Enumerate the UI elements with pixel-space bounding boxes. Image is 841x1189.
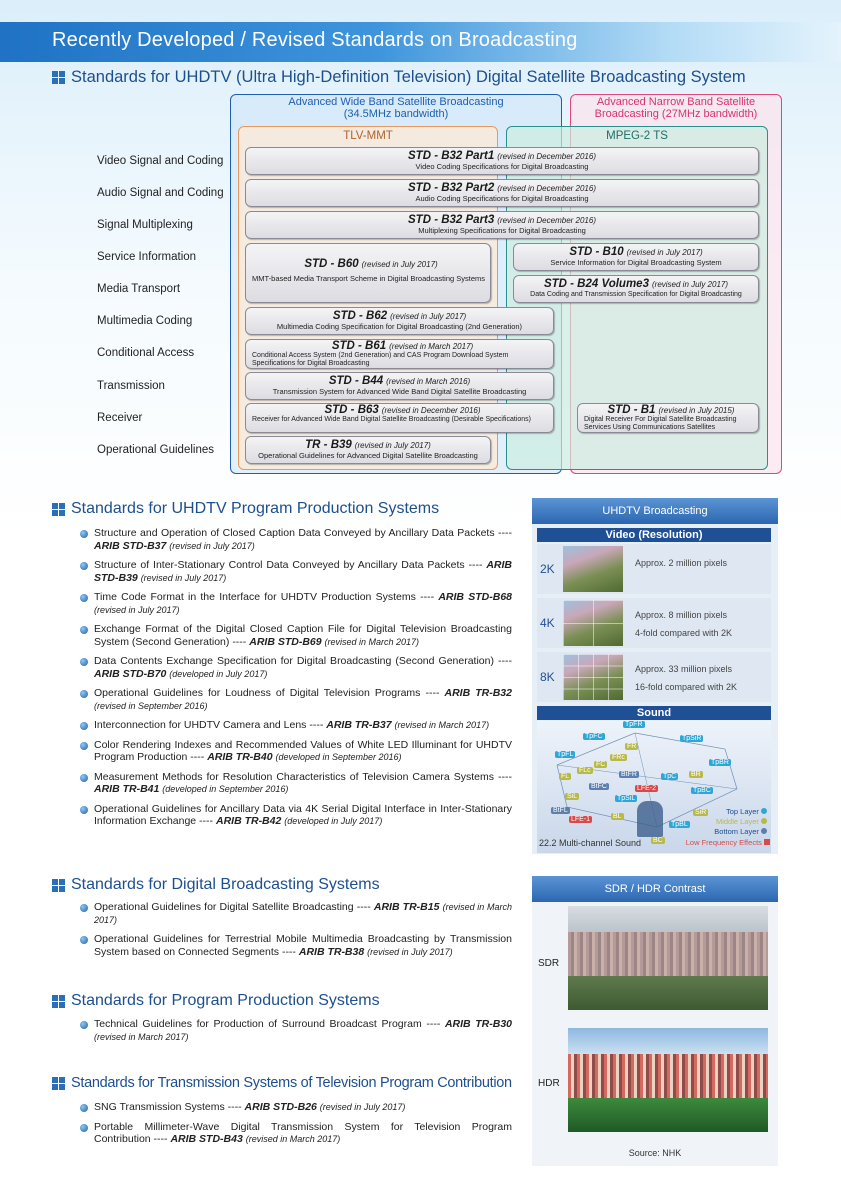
list-item: Operational Guidelines for Loudness of Digital Television Programs ---- ARIB TR-B32 (revised in September 2016)	[80, 687, 512, 712]
speaker-label: FR	[627, 743, 637, 750]
standard-revision: (revised in December 2016)	[497, 152, 596, 161]
standard-revision: (revised in July 2017)	[626, 248, 703, 257]
narrow-band-title: Advanced Narrow Band Satellite Broadcasting (27MHz bandwidth)	[594, 96, 758, 120]
contribution-section-title-text: Standards for Transmission Systems of Television Program Contribution	[71, 1075, 512, 1091]
list-item: Measurement Methods for Resolution Characteristics of Television Camera Systems ---- ARIB TR-B41 (developed in September 2016)	[80, 771, 512, 796]
production-section-title	[52, 500, 439, 518]
standard-id: STD - B10	[569, 246, 624, 258]
speaker-label: TpBR	[711, 759, 729, 766]
cherry-blossom-image	[563, 546, 623, 592]
standard-id: STD - B63	[324, 404, 379, 416]
speaker-label: TpFL	[557, 751, 574, 758]
resolution-label: 4K	[540, 616, 555, 630]
list-item: Technical Guidelines for Production of Surround Broadcast Program ---- ARIB TR-B30 (revised in March 2017)	[80, 1018, 512, 1043]
panel-title: SDR / HDR Contrast	[532, 876, 778, 902]
tlv-mmt-title: TLV-MMT	[343, 130, 393, 142]
standard-box	[245, 372, 554, 400]
pixel-comparison: 16-fold compared with 2K	[635, 682, 738, 692]
pixel-count: Approx. 8 million pixels	[635, 610, 728, 620]
speaker-label: SiR	[695, 809, 707, 816]
sound-caption: 22.2 Multi-channel Sound	[539, 838, 642, 848]
program-section-title-text: Standards for Program Production Systems	[71, 992, 380, 1009]
speaker-label: TpBC	[693, 787, 711, 794]
row-label: Media Transport	[97, 283, 181, 295]
hdr-stadium-image	[568, 1028, 768, 1132]
row-label: Service Information	[97, 251, 197, 263]
standard-revision: (revised in December 2016)	[381, 406, 481, 415]
row-label: Transmission	[97, 380, 165, 392]
standard-id: STD - B61	[331, 340, 387, 352]
section-bullet-icon	[52, 995, 65, 1008]
standard-description: Multiplexing Specifications for Digital Broadcasting	[418, 226, 586, 235]
standard-revision: (revised in March 2016)	[386, 377, 471, 386]
row-label: Receiver	[97, 412, 143, 424]
speaker-label: LFE-2	[637, 785, 657, 792]
standard-description: MMT-based Media Transport Scheme in Digital Broadcasting Systems	[252, 274, 486, 283]
speaker-label: FRc	[612, 754, 625, 761]
speaker-label: SiL	[567, 793, 578, 800]
contribution-list	[80, 1101, 512, 1146]
standard-description: Service Information for Digital Broadcasting System	[550, 258, 722, 267]
standard-revision: (revised in December 2016)	[497, 184, 596, 193]
list-item: Exchange Format of the Digital Closed Caption File for Digital Television Broadcasting System (Second Generation) ---- ARIB STD-B69 (revised in March 2017)	[80, 623, 512, 648]
section-bullet-icon	[52, 71, 65, 84]
standard-box	[245, 211, 759, 239]
standard-id: STD - B44	[328, 375, 384, 387]
list-item: Portable Millimeter-Wave Digital Transmission System for Television Program Contribution ---- ARIB STD-B43 (revised in March 2017)	[80, 1121, 512, 1146]
standard-revision: (revised in July 2017)	[361, 260, 438, 269]
contribution-section-title	[52, 1075, 512, 1091]
speaker-label: FL	[561, 773, 570, 780]
standard-revision: (revised in March 2017)	[389, 342, 474, 351]
standard-description: Audio Coding Specifications for Digital Broadcasting	[415, 194, 589, 203]
speaker-label: BC	[653, 837, 663, 844]
layer-legend	[714, 807, 767, 837]
list-item: Structure and Operation of Closed Caption Data Conveyed by Ancillary Data Packets ---- ARIB STD-B37 (revised in July 2017)	[80, 527, 512, 552]
row-label: Operational Guidelines	[97, 444, 214, 456]
digital-section-title-text: Standards for Digital Broadcasting Systems	[71, 876, 380, 893]
standard-box	[245, 339, 554, 369]
list-item: Interconnection for UHDTV Camera and Lens ---- ARIB TR-B37 (revised in March 2017)	[80, 719, 512, 732]
speaker-label: TpFC	[585, 733, 603, 740]
banner-title: Recently Developed / Revised Standards on Broadcasting	[52, 29, 578, 51]
standard-revision: (revised in July 2017)	[651, 280, 729, 289]
section-bullet-icon	[52, 879, 65, 892]
standard-revision: (revised in July 2017)	[354, 441, 431, 450]
standard-description: Conditional Access System (2nd Generation) and CAS Program Download System Specifications for Digital Broadcasting	[252, 352, 509, 367]
wide-band-title: Advanced Wide Band Satellite Broadcasting (34.5MHz bandwidth)	[288, 96, 504, 120]
standard-description: Receiver for Advanced Wide Band Digital Satellite Broadcasting (Desirable Specifications)	[252, 416, 531, 423]
pixel-count: Approx. 33 million pixels	[635, 664, 733, 674]
uhdtv-section-title-text: Standards for UHDTV (Ultra High-Definition Television) Digital Satellite Broadcasting System	[71, 68, 746, 86]
standard-id: STD - B32 Part1	[408, 150, 495, 162]
list-item: Operational Guidelines for Terrestrial Mobile Multimedia Broadcasting by Transmission System based on Connected Segments ---- ARIB TR-B38 (revised in July 2017)	[80, 933, 512, 958]
speaker-label: BtFL	[553, 807, 568, 814]
image-source: Source: NHK	[628, 1148, 682, 1158]
speaker-label: BR	[691, 771, 701, 778]
row-label: Audio Signal and Coding	[97, 187, 224, 199]
speaker-label: TpFR	[625, 721, 643, 728]
sdr-stadium-image	[568, 906, 768, 1010]
speaker-label: TpSiR	[682, 735, 702, 742]
row-label: Video Signal and Coding	[97, 155, 224, 167]
sdr-label: SDR	[538, 958, 560, 969]
speaker-label: FC	[596, 761, 606, 768]
standard-id: TR - B39	[305, 439, 352, 451]
speaker-label: TpC	[663, 773, 677, 780]
section-bullet-icon	[52, 503, 65, 516]
speaker-label: BtFR	[621, 771, 637, 778]
panel-title: UHDTV Broadcasting	[532, 498, 778, 524]
resolution-row-8k	[537, 652, 771, 702]
standard-box	[245, 147, 759, 175]
list-item: Time Code Format in the Interface for UHDTV Production Systems ---- ARIB STD-B68 (revised in July 2017)	[80, 591, 512, 616]
legend-middle: Middle Layer	[714, 817, 767, 827]
resolution-row-2k	[537, 544, 771, 594]
speaker-label: TpSiL	[617, 795, 636, 802]
standard-id: STD - B24 Volume3	[543, 278, 649, 290]
standard-box	[245, 403, 554, 433]
banner	[0, 22, 841, 62]
list-item: SNG Transmission Systems ---- ARIB STD-B26 (revised in July 2017)	[80, 1101, 512, 1114]
row-label: Conditional Access	[97, 347, 195, 359]
cherry-blossom-image	[563, 600, 623, 646]
standard-revision: (revised in July 2017)	[390, 312, 467, 321]
uhdtv-broadcasting-panel	[532, 498, 778, 854]
speaker-label: BL	[613, 813, 622, 820]
speaker-label: TpBL	[671, 821, 688, 828]
production-section-title-text: Standards for UHDTV Program Production Systems	[71, 500, 440, 517]
standard-id: STD - B62	[332, 310, 388, 322]
mpeg2-ts-title: MPEG-2 TS	[606, 130, 668, 142]
standard-id: STD - B32 Part3	[408, 214, 495, 226]
standard-description: Multimedia Coding Specification for Digital Broadcasting (2nd Generation)	[276, 322, 523, 331]
legend-bottom: Bottom Layer	[714, 827, 767, 837]
standard-id: STD - B1	[607, 404, 656, 416]
standard-box	[245, 436, 491, 464]
program-list	[80, 1018, 512, 1043]
pixel-comparison: 4-fold compared with 2K	[635, 628, 733, 638]
sound-heading: Sound	[537, 706, 771, 720]
standard-revision: (revised in July 2015)	[658, 406, 735, 415]
resolution-label: 2K	[540, 562, 555, 576]
program-section-title	[52, 992, 380, 1010]
row-label: Signal Multiplexing	[97, 219, 193, 231]
listener-figure	[637, 801, 663, 837]
legend-top: Top Layer	[714, 807, 767, 817]
list-item: Data Contents Exchange Specification for Digital Broadcasting (Second Generation) ---- ARIB STD-B70 (developed in July 2017)	[80, 655, 512, 680]
sdr-hdr-panel	[532, 876, 778, 1166]
hdr-label: HDR	[538, 1078, 560, 1089]
list-item: Operational Guidelines for Digital Satellite Broadcasting ---- ARIB TR-B15 (revised in March 2017)	[80, 901, 512, 926]
speaker-label: LFE-1	[571, 816, 591, 823]
list-item: Operational Guidelines for Ancillary Data via 4K Serial Digital Interface in Inter-Stationary Information Exchange ---- ARIB TR-B42 (developed in July 2017)	[80, 803, 512, 828]
standard-revision: (revised in December 2016)	[497, 216, 596, 225]
pixel-count: Approx. 2 million pixels	[635, 558, 728, 568]
speaker-label: BtFC	[591, 783, 607, 790]
standard-description: Transmission System for Advanced Wide Band Digital Satellite Broadcasting	[272, 387, 527, 396]
standard-box	[513, 243, 759, 271]
standard-box	[245, 243, 491, 303]
standard-description: Operational Guidelines for Advanced Digital Satellite Broadcasting	[258, 451, 478, 460]
standard-id: STD - B32 Part2	[408, 182, 495, 194]
cherry-blossom-image	[563, 654, 623, 700]
standard-description: Data Coding and Transmission Specification for Digital Broadcasting	[530, 291, 742, 298]
standard-id: STD - B60	[304, 258, 359, 270]
uhdtv-section-title	[52, 68, 746, 87]
digital-list	[80, 901, 512, 958]
speaker-layout-diagram	[537, 721, 771, 853]
section-bullet-icon	[52, 1077, 65, 1090]
standard-description: Video Coding Specifications for Digital Broadcasting	[415, 162, 589, 171]
standard-box	[245, 179, 759, 207]
legend-lfe: Low Frequency Effects	[686, 838, 770, 847]
list-item: Color Rendering Indexes and Recommended Values of White LED Illuminant for UHDTV Program Production ---- ARIB TR-B40 (developed in September 2016)	[80, 739, 512, 764]
digital-section-title	[52, 876, 380, 894]
standard-description: Digital Receiver For Digital Satellite Broadcasting Services Using Communications Satellites	[584, 416, 737, 431]
standard-box	[245, 307, 554, 335]
resolution-label: 8K	[540, 670, 555, 684]
resolution-row-4k	[537, 598, 771, 648]
row-label: Multimedia Coding	[97, 315, 193, 327]
production-list	[80, 527, 512, 828]
speaker-label: FLc	[579, 767, 591, 774]
video-resolution-heading: Video (Resolution)	[537, 528, 771, 542]
standard-box	[513, 275, 759, 303]
standard-box	[577, 403, 759, 433]
list-item: Structure of Inter-Stationary Control Data Conveyed by Ancillary Data Packets ---- ARIB STD-B39 (revised in July 2017)	[80, 559, 512, 584]
